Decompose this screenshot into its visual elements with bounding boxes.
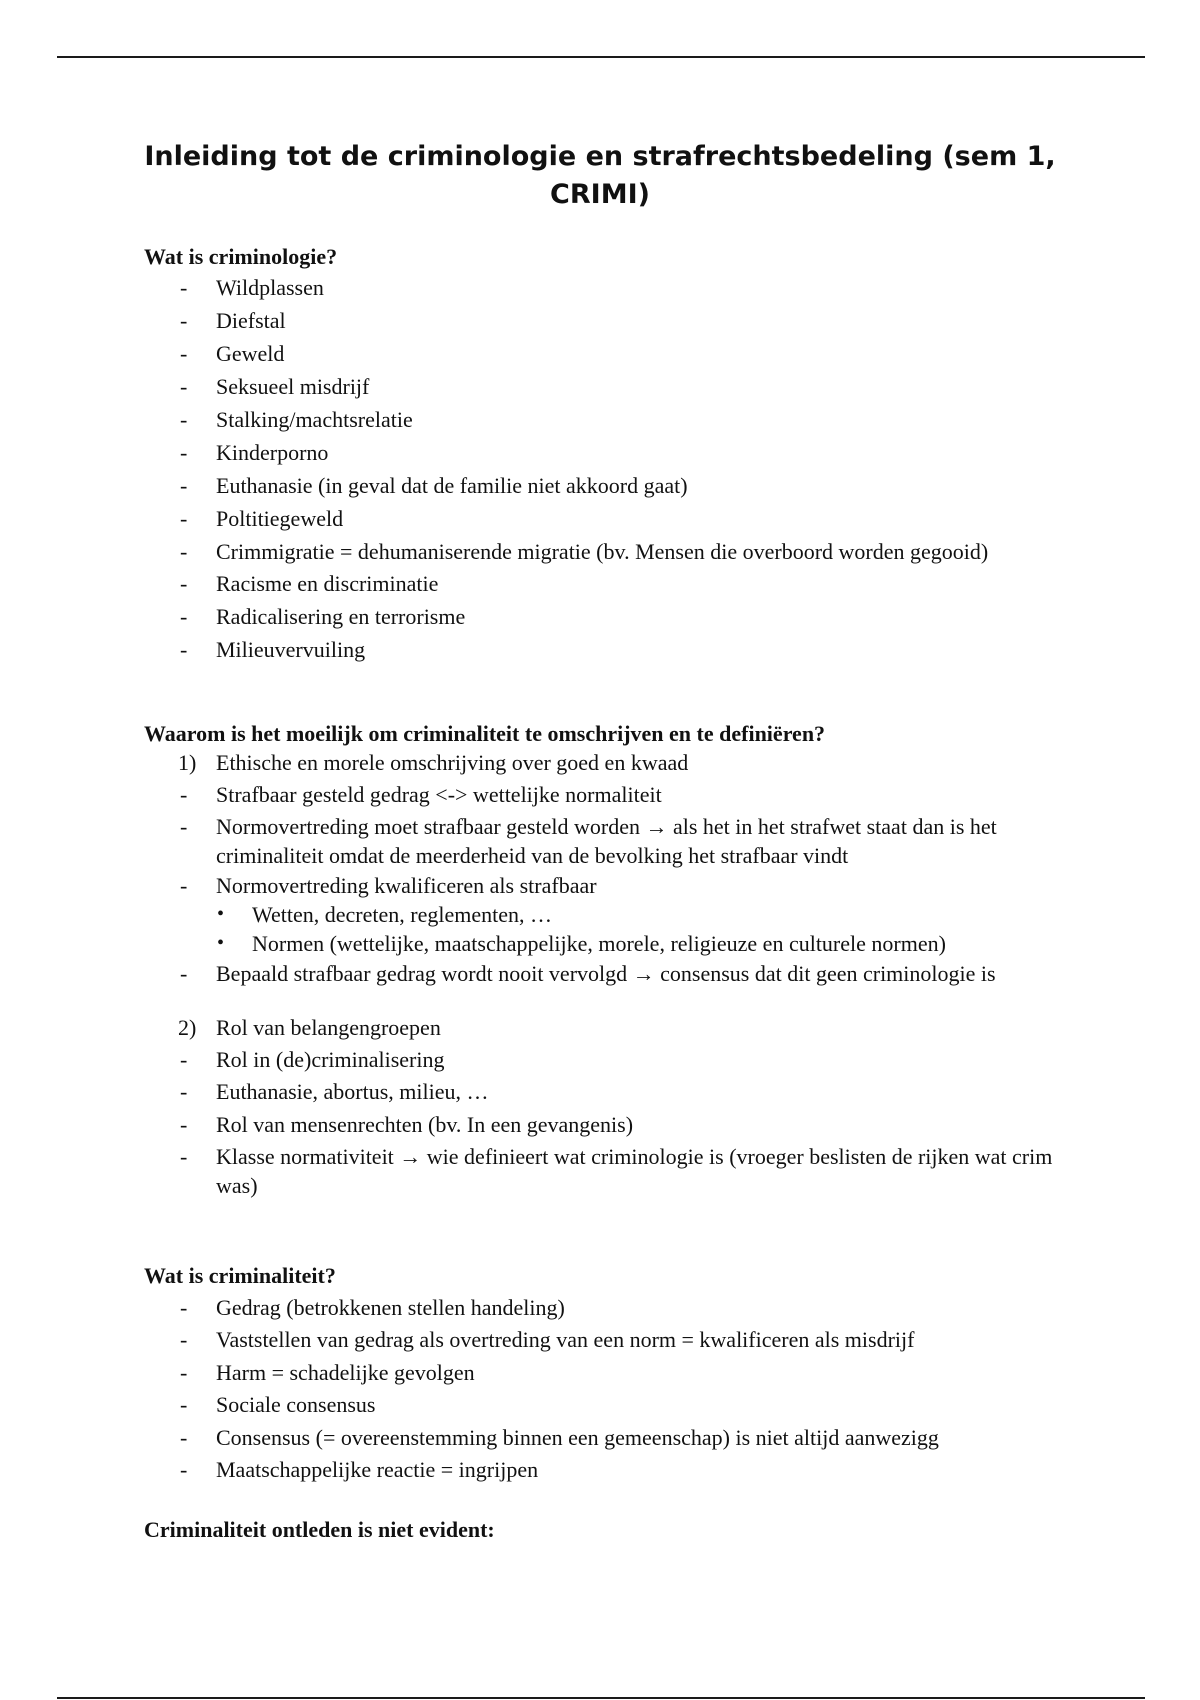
list-item: - Milieuvervuiling [180, 637, 366, 662]
list-item: - Klasse normativiteit → wie definieert wat criminologie is (vroeger beslisten de rijken wat crim was) [180, 1144, 1053, 1198]
list-item: - Euthanasie, abortus, milieu, … [180, 1079, 489, 1104]
list-item: - Geweld [180, 341, 285, 366]
list-item: - Radicalisering en terrorisme [180, 604, 466, 629]
section-list [0, 273, 1200, 664]
section-heading: Wat is criminaliteit? [144, 1263, 336, 1288]
list-item: - Rol in (de)criminalisering [180, 1047, 445, 1072]
bottom-rule [57, 1697, 1145, 1699]
section-heading: Wat is criminologie? [144, 244, 338, 269]
list-item: - Maatschappelijke reactie = ingrijpen [180, 1457, 539, 1482]
list-item: - Kinderporno [180, 440, 329, 465]
section-list [0, 1293, 1200, 1484]
list-item: - Euthanasie (in geval dat de familie niet akkoord gaat) [180, 473, 688, 498]
list-item: - Sociale consensus [180, 1392, 376, 1417]
list-item: - Seksueel misdrijf [180, 374, 370, 399]
list-item: - Bepaald strafbaar gedrag wordt nooit vervolgd → consensus dat dit geen criminologie is [180, 961, 996, 986]
top-rule [57, 56, 1145, 58]
section-heading: Waarom is het moeilijk om criminaliteit te omschrijven en te definiëren? [144, 721, 826, 746]
list-item: - Normovertreding moet strafbaar gesteld worden → als het in het strafwet staat dan is het criminaliteit omdat de meerderheid van de bevolking het strafbaar vindt [180, 814, 997, 868]
list-item: - Racisme en discriminatie [180, 571, 439, 596]
list-item: - Diefstal [180, 308, 286, 333]
list-item: - Strafbaar gesteld gedrag <-> wettelijke normaliteit [180, 782, 662, 807]
list-item: - Wildplassen [180, 275, 324, 300]
sub-list-item: • Normen (wettelijke, maatschappelijke, morele, religieuze en culturele normen) [217, 931, 946, 956]
section-list [0, 748, 1200, 1200]
list-item: - Consensus (= overeenstemming binnen een gemeenschap) is niet altijd aanwezigg [180, 1425, 939, 1450]
numbered-item: 1) Ethische en morele omschrijving over goed en kwaad [178, 750, 689, 775]
list-item: - Harm = schadelijke gevolgen [180, 1360, 475, 1385]
list-item: - Normovertreding kwalificeren als strafbaar [180, 873, 597, 898]
list-item: - Rol van mensenrechten (bv. In een gevangenis) [180, 1112, 634, 1137]
list-item: - Stalking/machtsrelatie [180, 407, 413, 432]
numbered-item: 2) Rol van belangengroepen [178, 1015, 441, 1040]
list-item: - Crimmigratie = dehumaniserende migratie (bv. Mensen die overboord worden gegooid) [180, 539, 989, 564]
list-item: - Poltitiegeweld [180, 506, 344, 531]
section-heading: Criminaliteit ontleden is niet evident: [144, 1517, 495, 1542]
sub-list-item: • Wetten, decreten, reglementen, … [217, 902, 552, 927]
document-title: Inleiding tot de criminologie en strafrechtsbedeling (sem 1, CRIMI) [144, 141, 1056, 210]
list-item: - Gedrag (betrokkenen stellen handeling) [180, 1295, 565, 1320]
list-item: - Vaststellen van gedrag als overtreding van een norm = kwalificeren als misdrijf [180, 1327, 915, 1352]
